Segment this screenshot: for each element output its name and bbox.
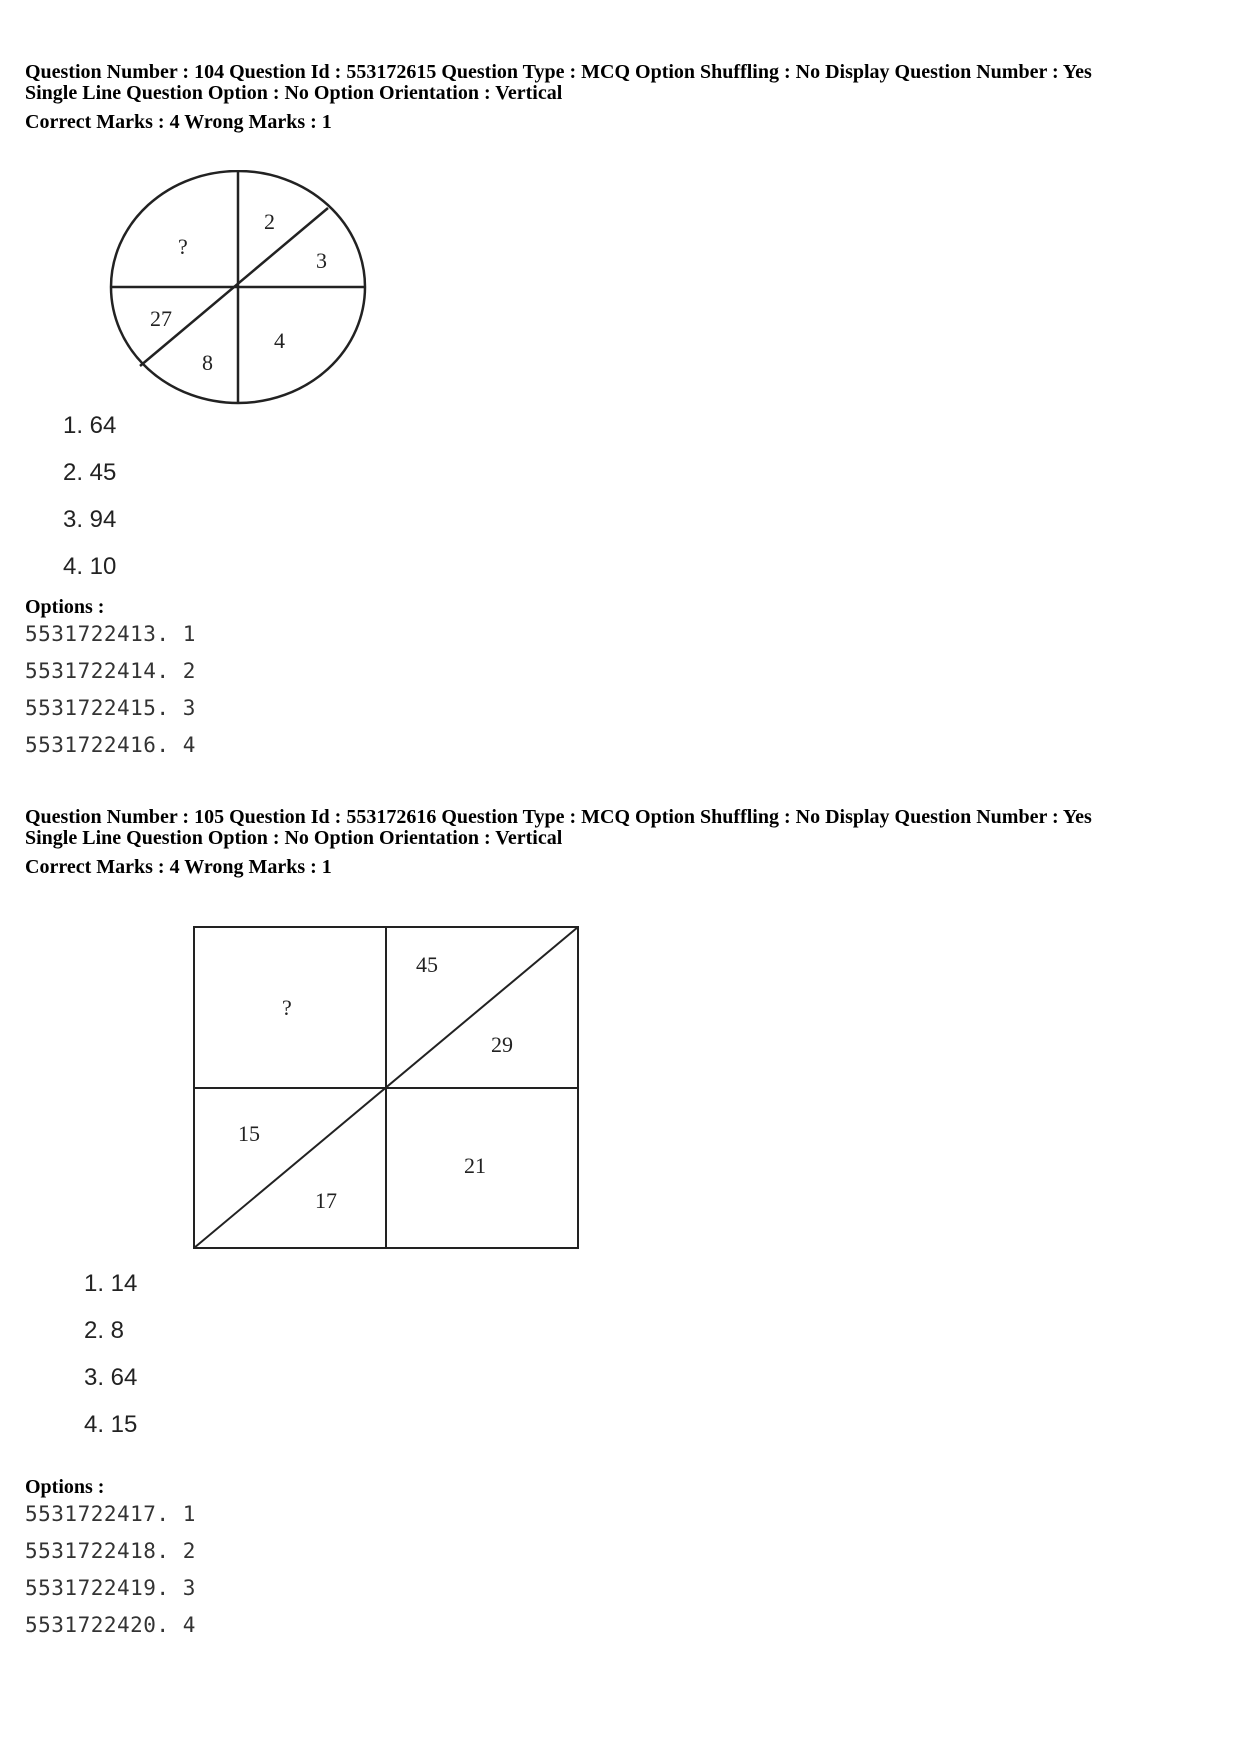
square-label-17: 17 — [315, 1188, 337, 1213]
question-104-option-2: 5531722414. 2 — [25, 659, 196, 683]
question-105-choice-1: 1. 14 — [84, 1270, 138, 1297]
question-105-option-3: 5531722419. 3 — [25, 1576, 196, 1600]
question-104-choice-4: 4. 10 — [63, 553, 117, 580]
question-105-marks: Correct Marks : 4 Wrong Marks : 1 — [25, 856, 332, 878]
square-label-45: 45 — [416, 952, 438, 977]
square-label-29: 29 — [491, 1032, 513, 1057]
question-105-options-label: Options : — [25, 1476, 105, 1498]
question-104-circle-figure — [100, 170, 380, 415]
circle-label-4: 4 — [274, 328, 285, 353]
question-104-option-1: 5531722413. 1 — [25, 622, 196, 646]
question-105-choice-4: 4. 15 — [84, 1411, 138, 1438]
square-label-15: 15 — [238, 1121, 260, 1146]
question-105-choice-3: 3. 64 — [84, 1364, 138, 1391]
question-104-choice-3: 3. 94 — [63, 506, 117, 533]
question-104-marks: Correct Marks : 4 Wrong Marks : 1 — [25, 111, 332, 133]
circle-label-question-mark: ? — [178, 234, 188, 259]
circle-label-3: 3 — [316, 248, 327, 273]
question-104-option-3: 5531722415. 3 — [25, 696, 196, 720]
question-105-header-line1: Question Number : 105 Question Id : 553172616 Question Type : MCQ Option Shuffling : No Display Question Number : Yes — [25, 806, 1092, 828]
question-105-choice-2: 2. 8 — [84, 1317, 125, 1344]
circle-label-27: 27 — [150, 306, 172, 331]
question-104-option-4: 5531722416. 4 — [25, 733, 196, 757]
square-label-question-mark: ? — [282, 995, 292, 1020]
question-105-square-figure — [192, 925, 582, 1255]
question-104-choice-1: 1. 64 — [63, 412, 117, 439]
question-105-option-1: 5531722417. 1 — [25, 1502, 196, 1526]
question-104-options-label: Options : — [25, 596, 105, 618]
question-104-header-line2: Single Line Question Option : No Option Orientation : Vertical — [25, 82, 563, 104]
question-105-option-4: 5531722420. 4 — [25, 1613, 196, 1637]
question-105-option-2: 5531722418. 2 — [25, 1539, 196, 1563]
question-104-choice-2: 2. 45 — [63, 459, 117, 486]
question-104-header-line1: Question Number : 104 Question Id : 553172615 Question Type : MCQ Option Shuffling : No Display Question Number : Yes — [25, 61, 1092, 83]
circle-label-2: 2 — [264, 209, 275, 234]
question-105-header-line2: Single Line Question Option : No Option Orientation : Vertical — [25, 827, 563, 849]
circle-label-8: 8 — [202, 350, 213, 375]
square-label-21: 21 — [464, 1153, 486, 1178]
